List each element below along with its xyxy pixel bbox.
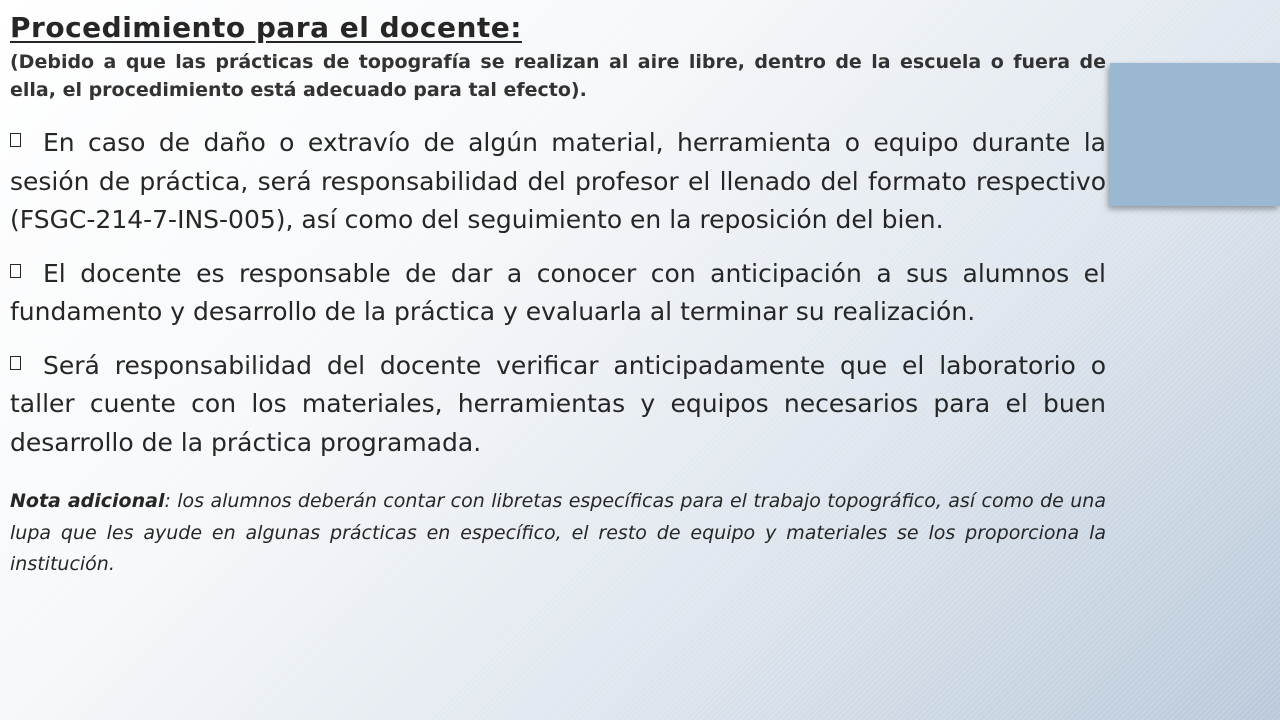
slide-subtitle: (Debido a que las prácticas de topografía se realizan al aire libre, dentro de la escuela o fuera de ella, el procedimiento está adecuado para tal efecto). bbox=[10, 51, 1106, 101]
bullet-item bbox=[10, 347, 1106, 463]
square-bullet-icon bbox=[10, 133, 21, 147]
note-text: : los alumnos deberán contar con libretas específicas para el trabajo topográfico, así como de una lupa que les ayude en algunas prácticas en específico, el resto de equipo y materiales se los proporciona la institución. bbox=[10, 490, 1106, 575]
bullet-text: Será responsabilidad del docente verificar anticipadamente que el laboratorio o taller cuente con los materiales, herramientas y equipos necesarios para el buen desarrollo de la práctica programada. bbox=[10, 350, 1106, 457]
slide-title: Procedimiento para el docente: bbox=[10, 11, 522, 44]
bullet-text: En caso de daño o extravío de algún material, herramienta o equipo durante la sesión de práctica, será responsabilidad del profesor el llenado del formato respectivo (FSGC-214-7-INS-005), así como del seguimiento en la reposición del bien. bbox=[10, 128, 1106, 234]
additional-note bbox=[10, 486, 1106, 581]
bullet-text: El docente es responsable de dar a conocer con anticipación a sus alumnos el fundamento y desarrollo de la práctica y evaluarla al terminar su realización. bbox=[10, 258, 1106, 326]
note-label: Nota adicional bbox=[10, 490, 165, 512]
bullet-item bbox=[10, 255, 1106, 332]
decorative-accent-box bbox=[1110, 63, 1280, 206]
bullet-list bbox=[10, 124, 1106, 462]
slide-content bbox=[10, 0, 1106, 581]
square-bullet-icon bbox=[10, 264, 21, 278]
square-bullet-icon bbox=[10, 356, 21, 370]
bullet-item bbox=[10, 124, 1106, 240]
